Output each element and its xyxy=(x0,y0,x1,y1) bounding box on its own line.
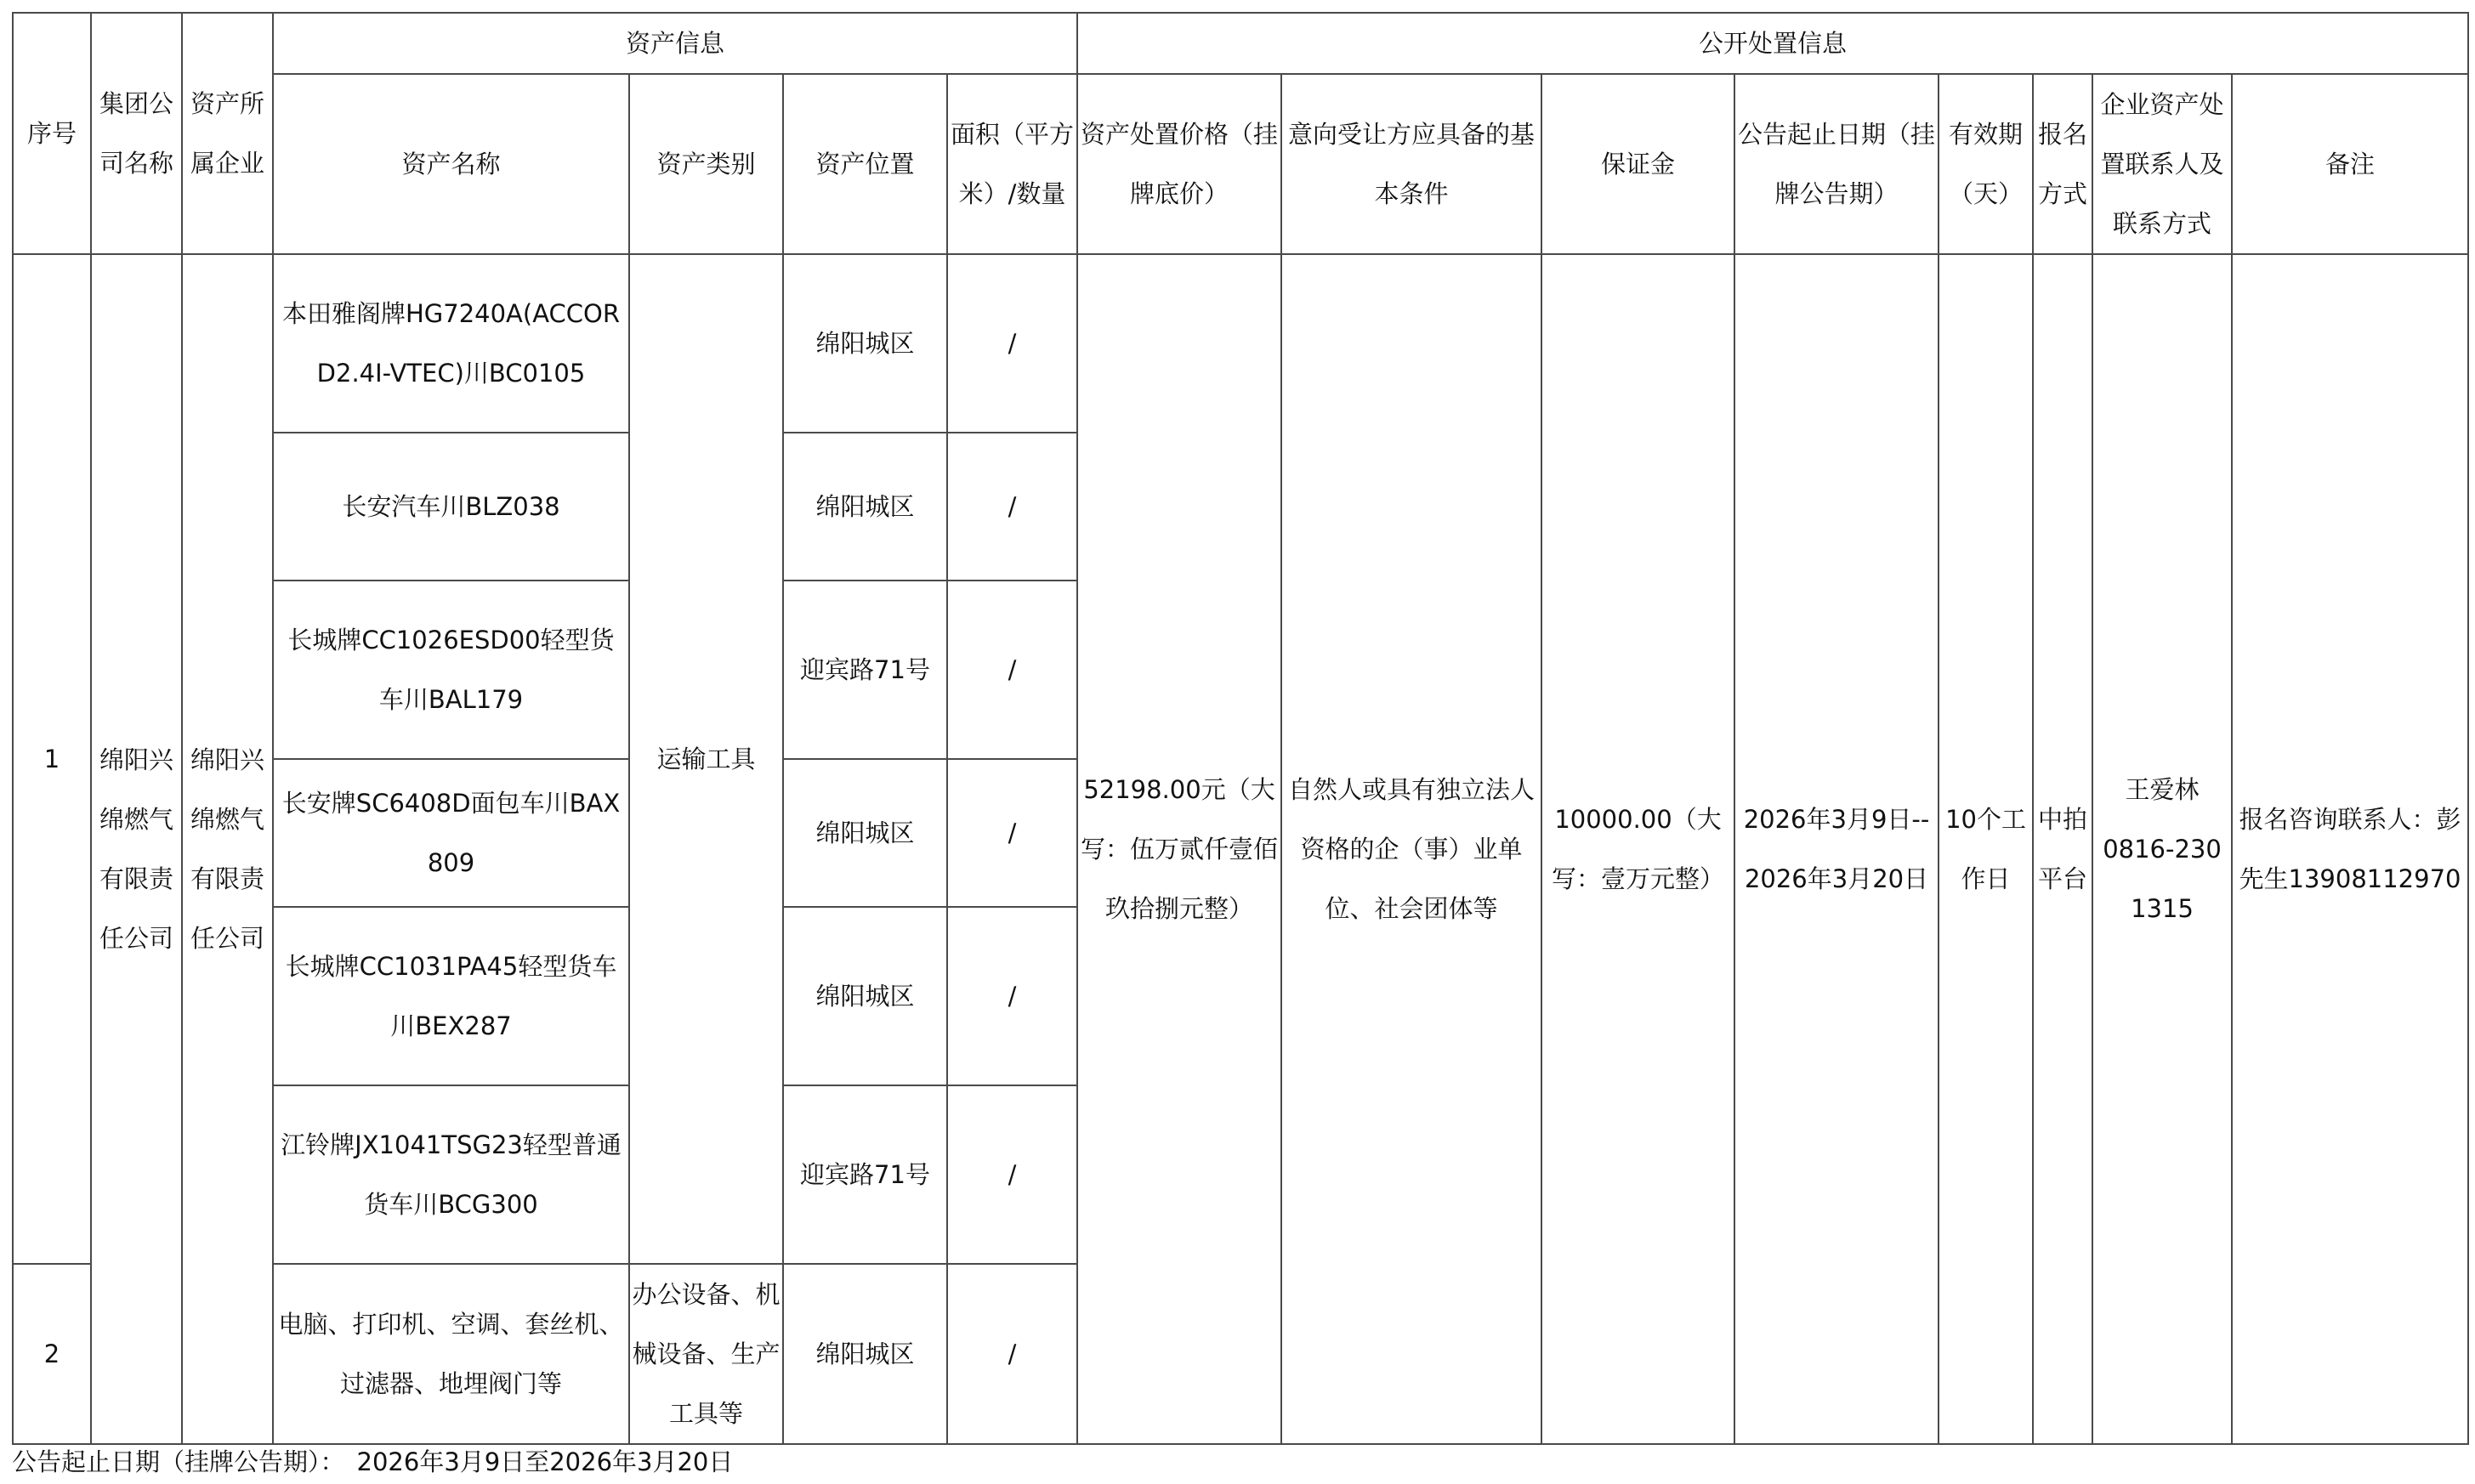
row-seq: 2 xyxy=(13,1264,91,1444)
header-area: 面积（平方米）/数量 xyxy=(947,74,1077,254)
validity: 10个工作日 xyxy=(1939,254,2033,1444)
asset-name: 长安汽车川BLZ038 xyxy=(273,433,629,581)
announcement-period: 2026年3月9日--2026年3月20日 xyxy=(1734,254,1939,1444)
asset-location: 绵阳城区 xyxy=(783,433,947,581)
header-seq: 序号 xyxy=(13,13,91,254)
footer-value: 2026年3月9日至2026年3月20日 xyxy=(356,1447,734,1476)
asset-type: 办公设备、机械设备、生产工具等 xyxy=(629,1264,783,1444)
group-company: 绵阳兴绵燃气有限责任公司 xyxy=(91,254,182,1444)
header-remark: 备注 xyxy=(2232,74,2468,254)
asset-location: 绵阳城区 xyxy=(783,759,947,907)
asset-qty: / xyxy=(947,907,1077,1085)
contact-name: 王爱林 xyxy=(2125,775,2200,804)
contact xyxy=(2092,254,2232,1444)
header-conditions: 意向受让方应具备的基本条件 xyxy=(1281,74,1541,254)
header-asset-info: 资产信息 xyxy=(273,13,1077,74)
deposit: 10000.00（大写：壹万元整） xyxy=(1541,254,1734,1444)
asset-owner: 绵阳兴绵燃气有限责任公司 xyxy=(182,254,273,1444)
header-deposit: 保证金 xyxy=(1541,74,1734,254)
asset-qty: / xyxy=(947,254,1077,433)
asset-location: 绵阳城区 xyxy=(783,1264,947,1444)
header-validity: 有效期（天） xyxy=(1939,74,2033,254)
asset-name: 电脑、打印机、空调、套丝机、过滤器、地埋阀门等 xyxy=(273,1264,629,1444)
asset-name: 长城牌CC1031PA45轻型货车川BEX287 xyxy=(273,907,629,1085)
header-asset-location: 资产位置 xyxy=(783,74,947,254)
header-public-info: 公开处置信息 xyxy=(1077,13,2468,74)
header-asset-type: 资产类别 xyxy=(629,74,783,254)
asset-location: 绵阳城区 xyxy=(783,907,947,1085)
header-group-company: 集团公司名称 xyxy=(91,13,182,254)
asset-location: 绵阳城区 xyxy=(783,254,947,433)
buyer-conditions: 自然人或具有独立法人资格的企（事）业单位、社会团体等 xyxy=(1281,254,1541,1444)
header-asset-owner: 资产所属企业 xyxy=(182,13,273,254)
header-asset-name: 资产名称 xyxy=(273,74,629,254)
contact-phone: 0816-2301315 xyxy=(2103,835,2222,923)
asset-type: 运输工具 xyxy=(629,254,783,1264)
asset-location: 迎宾路71号 xyxy=(783,1085,947,1264)
asset-qty: / xyxy=(947,759,1077,907)
asset-name: 长安牌SC6408D面包车川BAX809 xyxy=(273,759,629,907)
remark: 报名咨询联系人：彭先生13908112970 xyxy=(2232,254,2468,1444)
asset-name: 长城牌CC1026ESD00轻型货车川BAL179 xyxy=(273,581,629,759)
asset-qty: / xyxy=(947,1085,1077,1264)
asset-disposal-table xyxy=(12,12,2469,1445)
footer-note xyxy=(12,1445,733,1479)
disposal-price: 52198.00元（大写：伍万贰仟壹佰玖拾捌元整） xyxy=(1077,254,1281,1444)
asset-name: 本田雅阁牌HG7240A(ACCORD2.4I-VTEC)川BC0105 xyxy=(273,254,629,433)
footer-label: 公告起止日期（挂牌公告期）： xyxy=(12,1447,345,1476)
header-period: 公告起止日期（挂牌公告期） xyxy=(1734,74,1939,254)
header-price: 资产处置价格（挂牌底价） xyxy=(1077,74,1281,254)
row-seq: 1 xyxy=(13,254,91,1264)
asset-qty: / xyxy=(947,581,1077,759)
signup-method: 中拍平台 xyxy=(2033,254,2092,1444)
header-contact: 企业资产处置联系人及联系方式 xyxy=(2092,74,2232,254)
asset-location: 迎宾路71号 xyxy=(783,581,947,759)
header-signup: 报名方式 xyxy=(2033,74,2092,254)
asset-qty: / xyxy=(947,1264,1077,1444)
asset-qty: / xyxy=(947,433,1077,581)
asset-name: 江铃牌JX1041TSG23轻型普通货车川BCG300 xyxy=(273,1085,629,1264)
table-row xyxy=(13,254,2468,433)
